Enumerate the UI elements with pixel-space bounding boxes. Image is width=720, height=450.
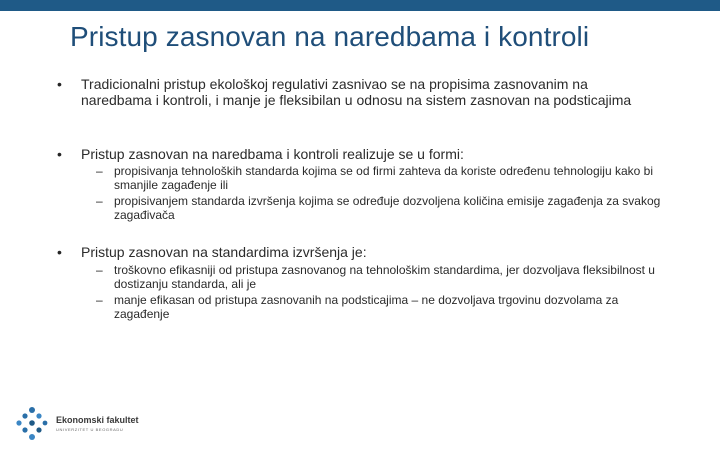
subitem-text-less-efficient: manje efikasan od pristupa zasnovanih na podsticajima – ne dozvoljava trgovinu dozvolama za zagađenje [114,293,619,321]
bullet-text-traditional: Tradicionalni pristup ekološkoj regulativi zasnivao se na propisima zasnovanim na naredbama i kontroli, i manje je fleksibilan u odnosu na sistem zasnovan na podsticajima [81,76,632,108]
slide-title: Pristup zasnovan na naredbama i kontroli [70,21,590,52]
bullet-marker: • [57,244,62,260]
bullet-marker: • [57,76,62,92]
bullet-text-forms: Pristup zasnovan na naredbama i kontroli realizuje se u formi: [81,146,464,162]
dots-cluster-icon [14,406,50,442]
subitem-marker: – [96,164,103,178]
faculty-logo [14,404,174,442]
logo-name: Ekonomski fakultet [56,415,139,425]
subitem-text-performance-standards: propisivanjem standarda izvršenja kojima se određuje dozvoljena količina emisije zagađenja za svakog zagađivača [114,194,661,222]
subitem-marker: – [96,293,103,307]
subitem-text-cost-efficient: troškovno efikasniji od pristupa zasnovanog na tehnološkim standardima, jer dozvoljava fleksibilnost u dostizanju standarda, ali je [114,263,655,291]
top-bar [0,0,720,11]
subitem-marker: – [96,194,103,208]
subitem-text-tech-standards: propisivanja tehnoloških standarda kojima se od firmi zahteva da koriste određenu tehnologiju kako bi smanjile zagađenje ili [114,164,653,192]
bullet-text-performance: Pristup zasnovan na standardima izvršenja je: [81,244,367,260]
bullet-marker: • [57,146,62,162]
subitem-marker: – [96,263,103,277]
logo-subtitle: UNIVERZITET U BEOGRADU [56,427,124,432]
